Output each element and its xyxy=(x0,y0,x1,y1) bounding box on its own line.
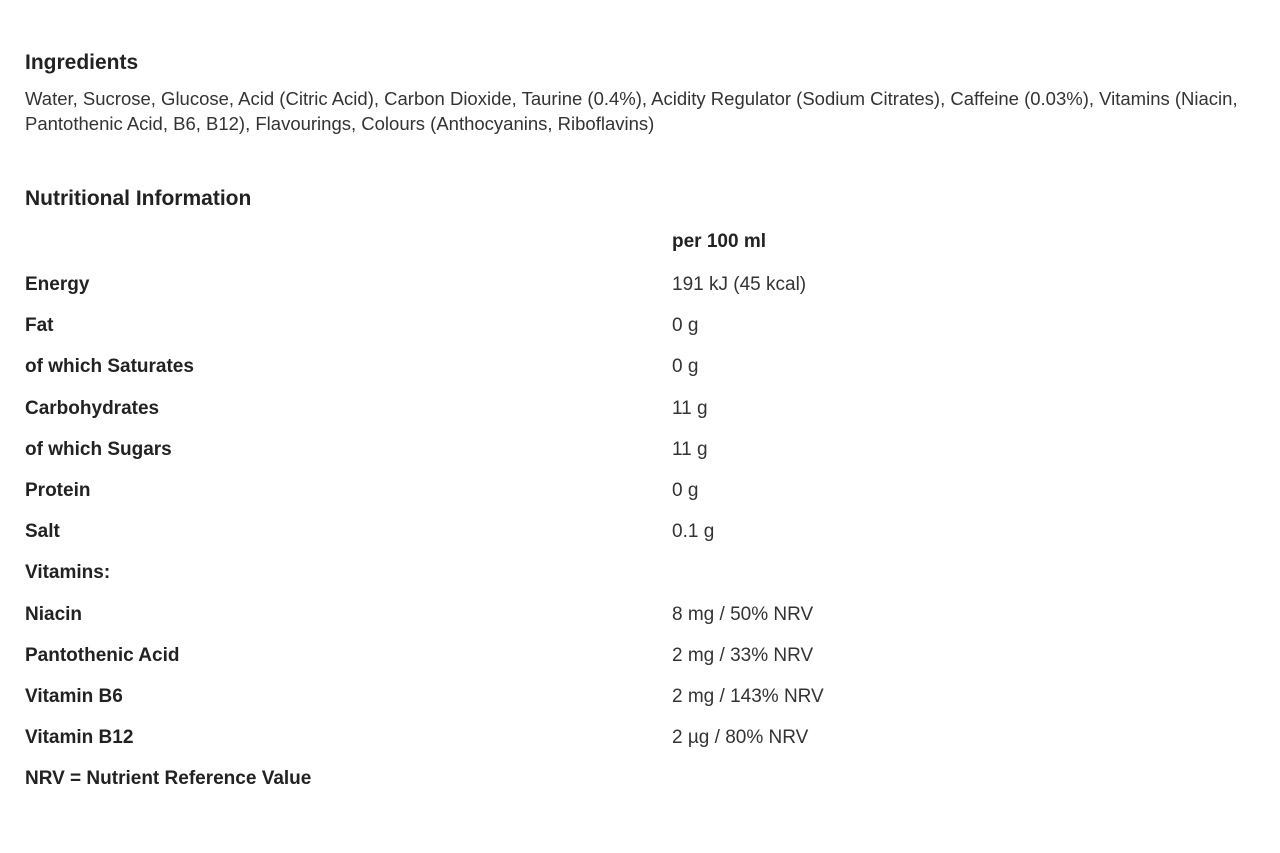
nutrient-value: 0 g xyxy=(672,315,699,337)
per-100ml-header: per 100 ml xyxy=(672,231,766,252)
nutrient-label: Energy xyxy=(25,274,90,295)
nutrient-label: of which Sugars xyxy=(25,438,172,460)
nutrient-label: Salt xyxy=(25,521,60,543)
nutrition-row-fat xyxy=(25,306,925,347)
nutrition-row-vitamin-b12 xyxy=(25,718,925,759)
nutrient-label: Vitamin B12 xyxy=(25,727,134,749)
nutrition-row-sugars xyxy=(25,430,925,471)
nutrient-label: of which Saturates xyxy=(25,356,194,378)
nutrient-label: Vitamin B6 xyxy=(25,685,123,707)
ingredients-heading: Ingredients xyxy=(25,51,139,74)
nutrition-table-header xyxy=(25,222,925,265)
nutrient-label: Vitamins: xyxy=(25,562,111,584)
nutrition-row-niacin xyxy=(25,595,925,636)
nutrition-row-carbohydrates xyxy=(25,389,925,430)
nutrient-value: 8 mg / 50% NRV xyxy=(672,603,814,625)
nutrition-row-vitamins-heading xyxy=(25,553,925,594)
nutrient-value: 2 mg / 143% NRV xyxy=(672,685,824,707)
ingredients-list: Water, Sucrose, Glucose, Acid (Citric Acid), Carbon Dioxide, Taurine (0.4%), Acidity Regulator (Sodium Citrates), Caffeine (0.03%), Vitamins (Niacin, Pantothenic Acid, B6, B12), Flavourings, Colours (Anthocyanins, Riboflavins) xyxy=(25,88,1238,134)
nutrition-row-pantothenic-acid xyxy=(25,636,925,677)
nutrition-row-protein xyxy=(25,471,925,512)
nutrition-row-vitamin-b6 xyxy=(25,677,925,718)
nutrient-label: Fat xyxy=(25,315,54,337)
nutrient-value: 191 kJ (45 kcal) xyxy=(672,274,807,295)
nutrition-table xyxy=(25,222,925,800)
nutrition-row-saturates xyxy=(25,347,925,388)
nutrient-value: 11 g xyxy=(672,438,708,460)
nutrient-value: 11 g xyxy=(672,397,708,419)
nutrient-label: Protein xyxy=(25,479,91,501)
nutrition-row-salt xyxy=(25,512,925,553)
nutrient-value: 0.1 g xyxy=(672,521,715,543)
nrv-footnote xyxy=(25,759,925,800)
nutrient-value: 0 g xyxy=(672,356,699,378)
nutrition-row-energy xyxy=(25,265,925,306)
nutrient-value: 2 µg / 80% NRV xyxy=(672,727,809,749)
nutrient-value: 0 g xyxy=(672,479,699,501)
nutrient-label: Pantothenic Acid xyxy=(25,644,180,666)
nutrient-label: Carbohydrates xyxy=(25,397,160,419)
nutrient-label: Niacin xyxy=(25,603,83,625)
nrv-footnote-text: NRV = Nutrient Reference Value xyxy=(25,768,312,790)
nutrient-value: 2 mg / 33% NRV xyxy=(672,644,814,666)
nutrition-heading: Nutritional Information xyxy=(25,187,252,210)
